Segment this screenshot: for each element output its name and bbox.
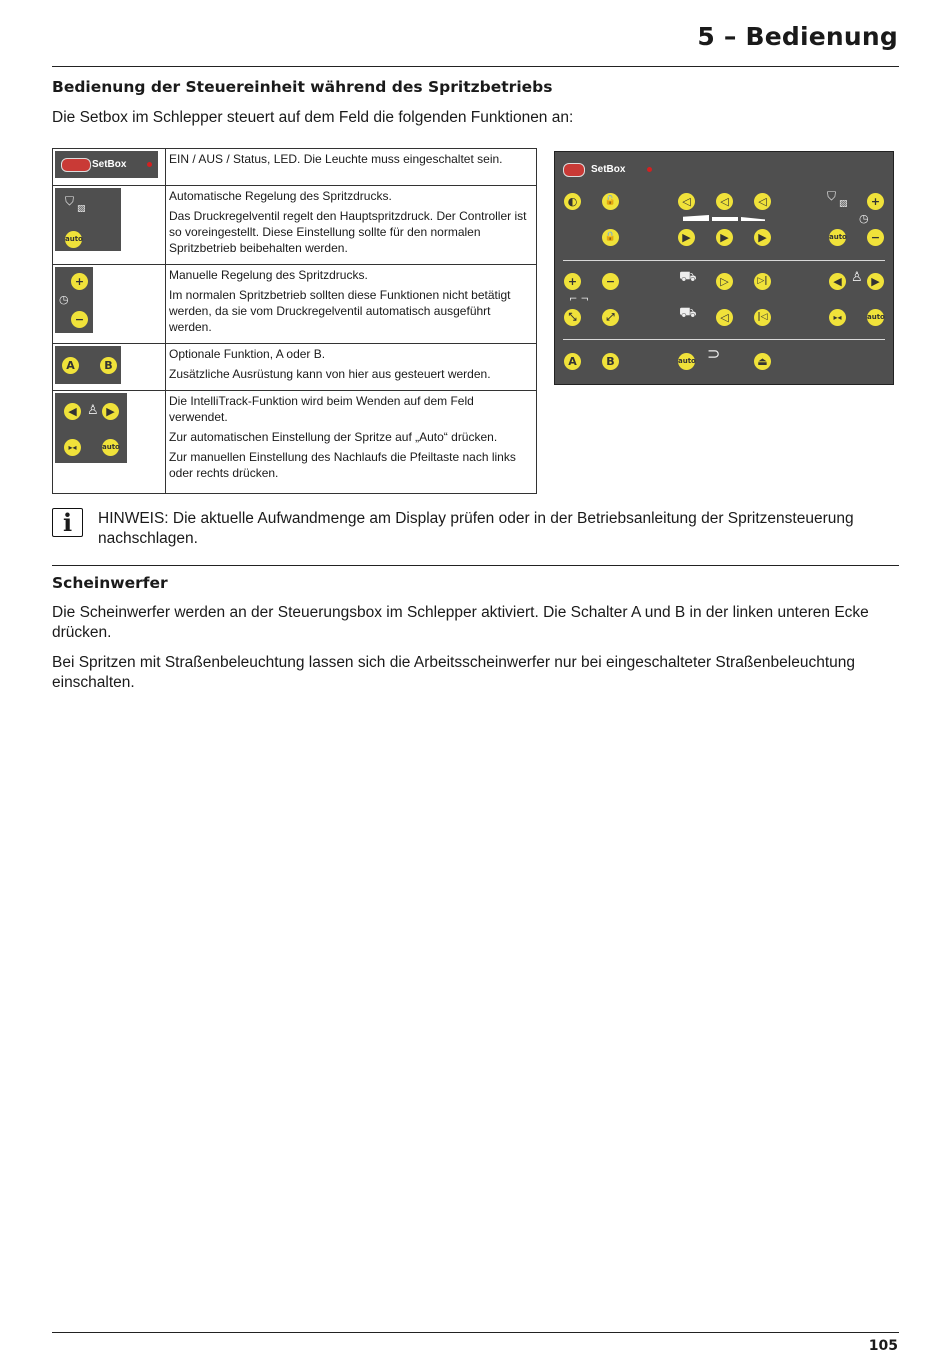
ab-thumb [55, 346, 121, 384]
boom-section-icon [741, 217, 765, 221]
auto-pressure-thumb [55, 188, 121, 251]
track-right-key[interactable]: ▶ [867, 273, 884, 290]
fold-end-left-key[interactable]: |◁ [754, 309, 771, 326]
light-key[interactable]: ◐ [564, 193, 581, 210]
boom-section-icon [683, 215, 709, 221]
center-key[interactable]: ▸◂ [64, 439, 81, 456]
auto-pressure-thumb-cell [53, 186, 166, 265]
header-rule [52, 66, 899, 67]
status-led-icon [147, 162, 152, 167]
plus-key[interactable]: + [867, 193, 884, 210]
row-text: Optionale Funktion, A oder B. [169, 347, 326, 361]
tractor-icon: ⛟ [679, 305, 697, 321]
key-a[interactable]: A [62, 357, 79, 374]
section-left-key-2[interactable]: ◁ [716, 193, 733, 210]
table-row [53, 265, 537, 344]
lock-key[interactable]: 🔒 [602, 229, 619, 246]
manual-pressure-thumb [55, 267, 93, 333]
arrow-right-key[interactable]: ▶ [102, 403, 119, 420]
headland-icon: ⊃ [707, 344, 721, 363]
section-intro: Die Setbox im Schlepper steuert auf dem Feld die folgenden Funktionen an: [52, 109, 574, 126]
table-cell-text [166, 344, 537, 391]
setbox-brand: SetBox [92, 159, 127, 170]
section-left-key-3[interactable]: ◁ [754, 193, 771, 210]
fold-end-right-key[interactable]: ▷| [754, 273, 771, 290]
info-icon: i [52, 508, 83, 537]
headland-auto-key[interactable]: auto [678, 353, 695, 370]
ab-thumb-cell [53, 344, 166, 391]
table-row [53, 149, 537, 186]
section-right-key-2[interactable]: ▶ [716, 229, 733, 246]
row-text: Zur automatischen Einstellung der Spritze auf „Auto“ drücken. [169, 430, 498, 444]
section-left-key-1[interactable]: ◁ [678, 193, 695, 210]
minus-key[interactable]: − [867, 229, 884, 246]
key-a[interactable]: A [564, 353, 581, 370]
setbox-thumb-cell [53, 149, 166, 186]
table-cell-text [166, 391, 537, 494]
key-b[interactable]: B [602, 353, 619, 370]
row-text: Zusätzliche Ausrüstung kann von hier aus gesteuert werden. [169, 367, 491, 381]
section-rule [52, 565, 899, 566]
table-row [53, 344, 537, 391]
intellitrack-thumb [55, 393, 127, 463]
plus-key[interactable]: + [71, 273, 88, 290]
table-cell-text [166, 265, 537, 344]
boom-height-plus-key[interactable]: + [564, 273, 581, 290]
boom-section-icon [712, 217, 738, 221]
section-heading-operation: Bedienung der Steuereinheit während des Spritzbetriebs [52, 78, 553, 96]
intellitrack-icon: ♙ [87, 403, 99, 418]
lights-paragraph-1: Die Scheinwerfer werden an der Steuerungsbox im Schlepper aktiviert. Die Schalter A und B in der linken unteren Ecke drücken. [52, 604, 869, 641]
intellitrack-icon: ♙ [851, 270, 863, 285]
track-left-key[interactable]: ◀ [829, 273, 846, 290]
spray-hatch-icon: ▨ [77, 204, 86, 214]
setbox-onoff-thumb [55, 151, 158, 178]
boom-height-minus-key[interactable]: − [602, 273, 619, 290]
panel-divider [563, 339, 885, 340]
chapter-title: 5 – Bedienung [697, 22, 898, 51]
section-heading-lights: Scheinwerfer [52, 574, 168, 592]
sprayer-icon: ⛉ [65, 194, 75, 208]
logo-icon [563, 163, 585, 177]
panel-divider [563, 260, 885, 261]
row-text: Automatische Regelung des Spritzdrucks. [169, 189, 392, 203]
row-text: Zur manuellen Einstellung des Nachlaufs die Pfeiltaste nach links oder rechts drücken. [169, 450, 516, 480]
status-led-icon [647, 167, 652, 172]
unlock-key[interactable]: 🔓 [602, 193, 619, 210]
row-text: EIN / AUS / Status, LED. Die Leuchte muss eingeschaltet sein. [169, 152, 503, 166]
section-right-key-1[interactable]: ▶ [678, 229, 695, 246]
table-cell-text [166, 149, 537, 186]
page-number: 105 [868, 1338, 898, 1354]
table-row [53, 391, 537, 494]
minus-key[interactable]: − [71, 311, 88, 328]
auto-key[interactable]: auto [829, 229, 846, 246]
function-table [52, 148, 537, 494]
spray-hatch-icon: ▨ [839, 199, 848, 209]
intellitrack-thumb-cell [53, 391, 166, 494]
setbox-panel [554, 151, 894, 385]
fold-left-key[interactable]: ◁ [716, 309, 733, 326]
boom-tilt-icon: ⌐ ¬ [569, 294, 589, 305]
logo-icon [61, 158, 91, 172]
row-text: Im normalen Spritzbetrieb sollten diese Funktionen nicht betätigt werden, da sie vom Druckregelventil automatisch ausgeführt werden. [169, 288, 511, 334]
row-text: Die IntelliTrack-Funktion wird beim Wenden auf dem Feld verwendet. [169, 394, 474, 424]
boom-tilt-right-key[interactable]: ⤢ [602, 309, 619, 326]
pressure-gauge-icon: ◷ [859, 212, 869, 225]
table-cell-text [166, 186, 537, 265]
track-auto-key[interactable]: auto [867, 309, 884, 326]
tractor-icon: ⛟ [679, 269, 697, 285]
note-text: HINWEIS: Die aktuelle Aufwandmenge am Display prüfen oder in der Betriebsanleitung der Spritzensteuerung nachschlagen. [98, 510, 854, 547]
manual-pressure-thumb-cell [53, 265, 166, 344]
setbox-brand: SetBox [591, 164, 626, 175]
auto-key[interactable]: auto [102, 439, 119, 456]
fold-right-key[interactable]: ▷ [716, 273, 733, 290]
row-text: Das Druckregelventil regelt den Hauptspritzdruck. Der Controller ist so voreingestellt. Diese Einstellung sollte für den normalen Spritzbetrieb beibehalten werden. [169, 209, 527, 255]
section-right-key-3[interactable]: ▶ [754, 229, 771, 246]
auto-key[interactable]: auto [65, 231, 82, 248]
arrow-left-key[interactable]: ◀ [64, 403, 81, 420]
lights-paragraph-2: Bei Spritzen mit Straßenbeleuchtung lassen sich die Arbeitsscheinwerfer nur bei eingeschalteter Straßenbeleuchtung einschalten. [52, 654, 856, 691]
track-center-key[interactable]: ▸◂ [829, 309, 846, 326]
table-row [53, 186, 537, 265]
footer-rule [52, 1332, 899, 1333]
headland-key[interactable]: ⏏ [754, 353, 771, 370]
pressure-gauge-icon: ◷ [59, 293, 69, 306]
sprayer-icon: ⛉ [827, 189, 837, 203]
boom-tilt-left-key[interactable]: ⤡ [564, 309, 581, 326]
row-text: Manuelle Regelung des Spritzdrucks. [169, 268, 368, 282]
key-b[interactable]: B [100, 357, 117, 374]
